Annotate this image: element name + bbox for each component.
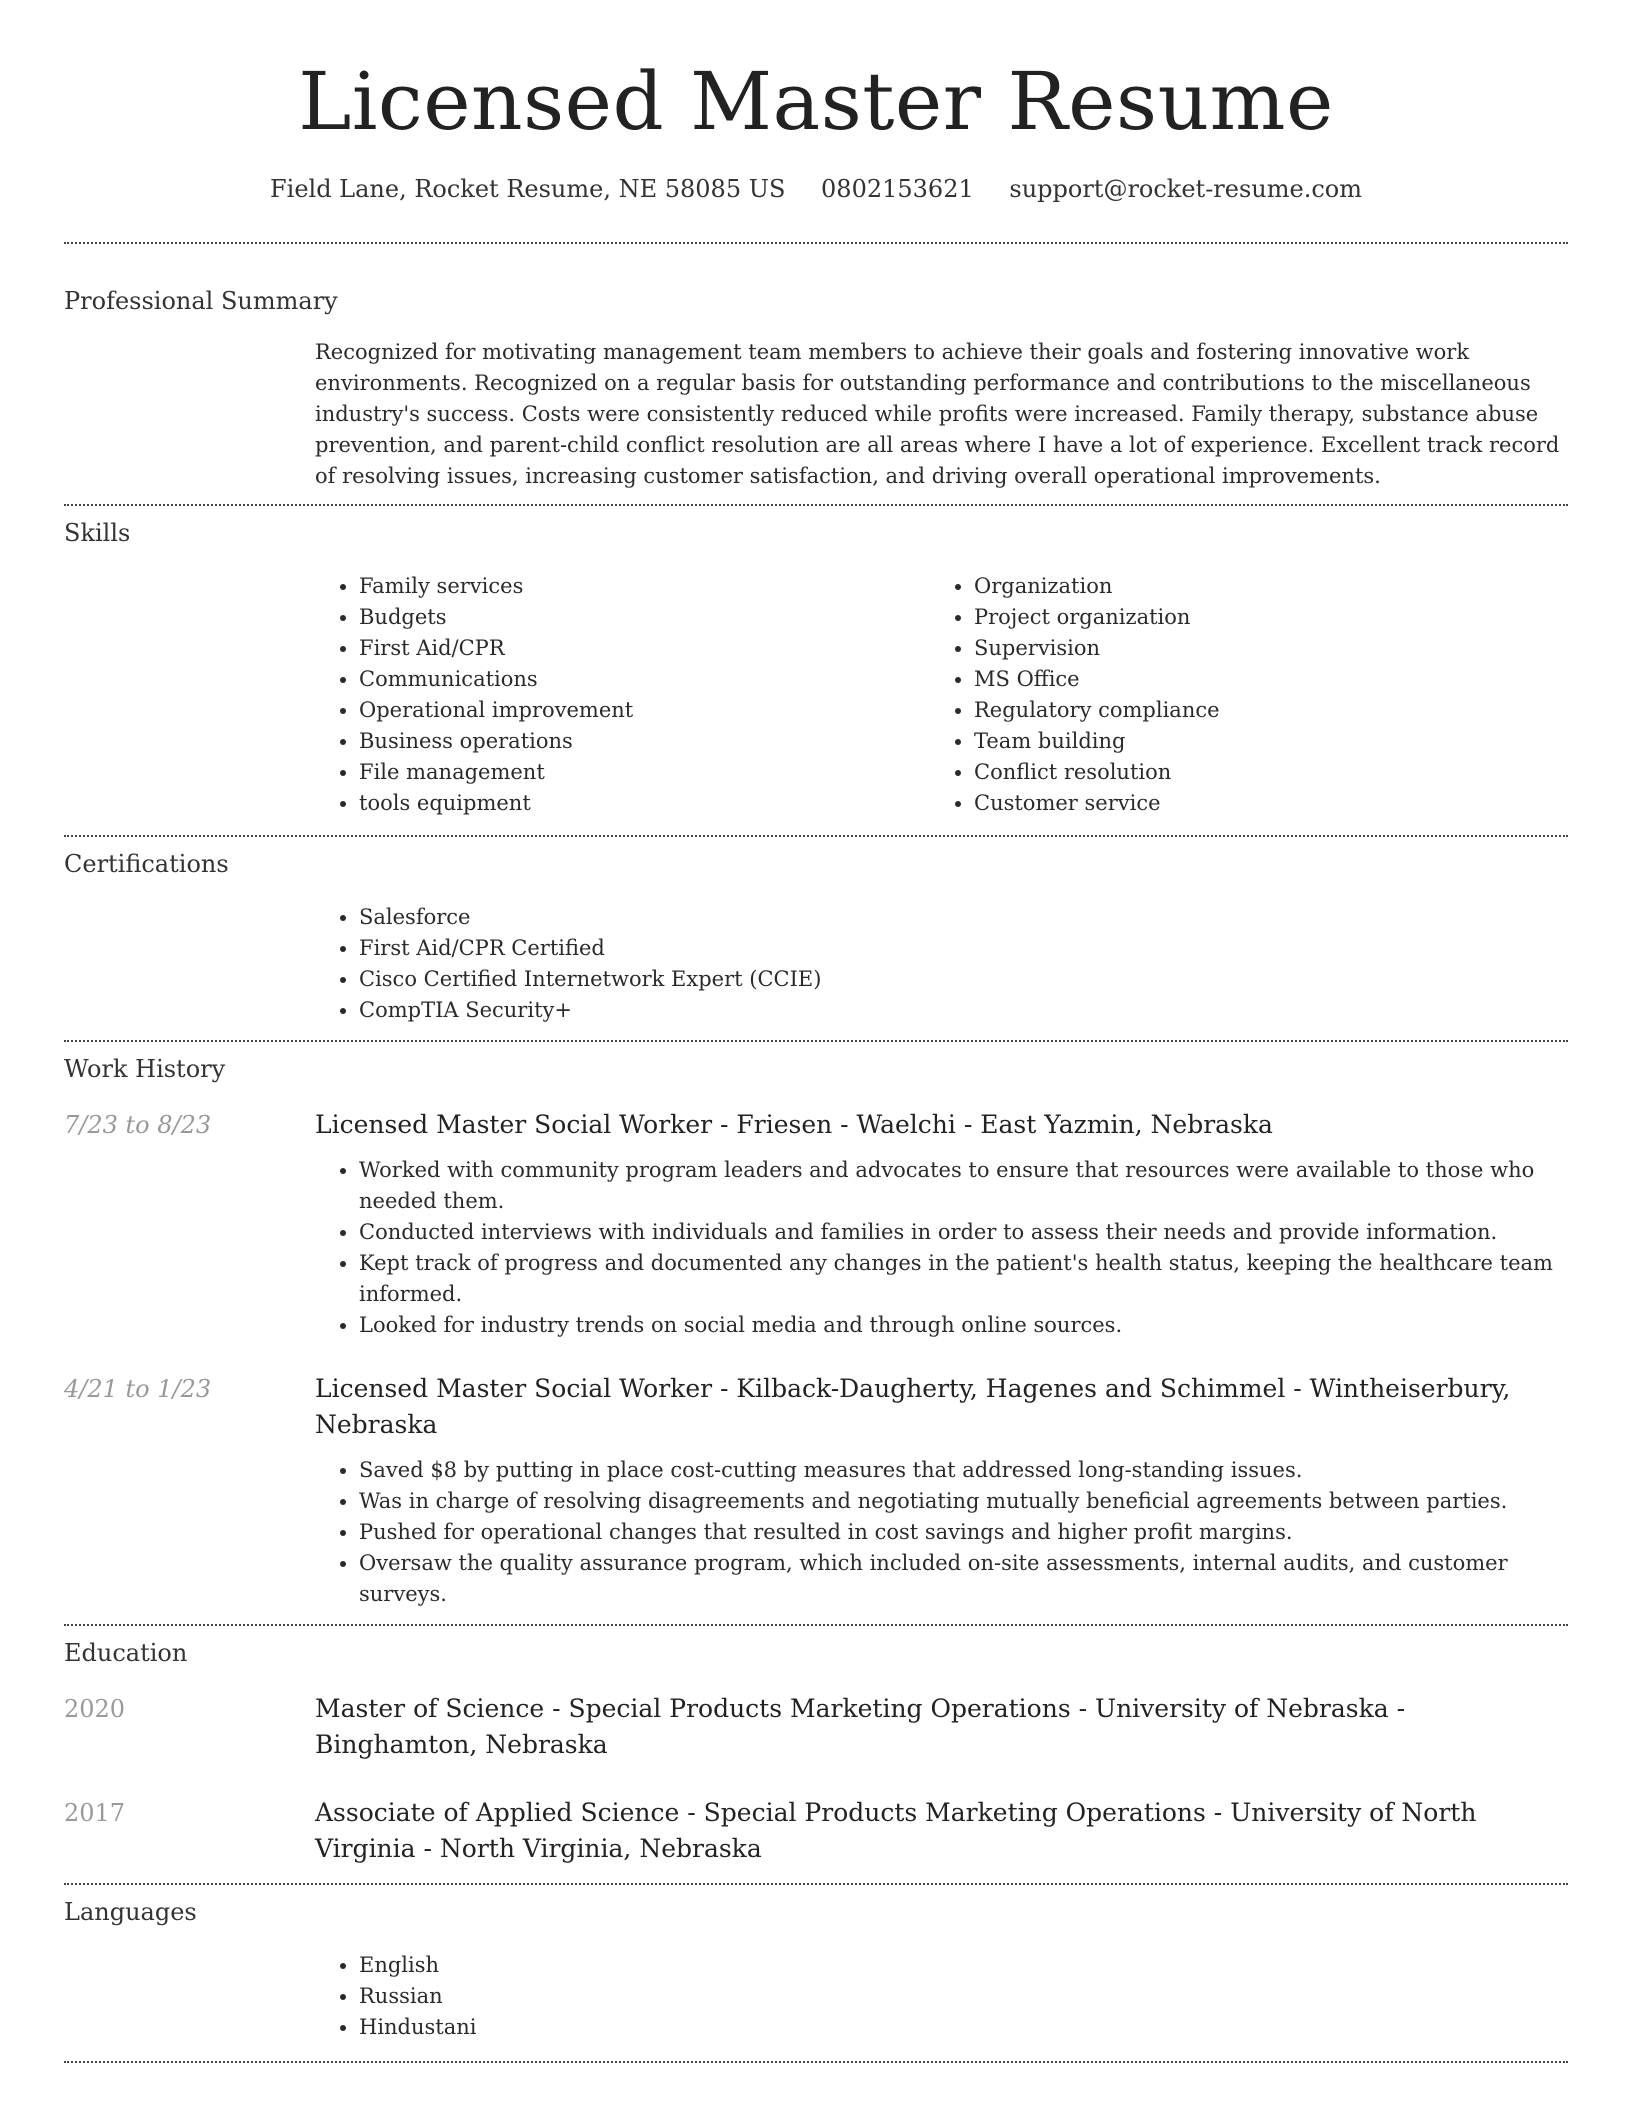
education-title (315, 1795, 1568, 1867)
education-details: - University of North Virginia - North Virginia, Nebraska (315, 1798, 1477, 1863)
certification-item: • First Aid/CPR Certified (359, 933, 1568, 964)
divider (64, 242, 1568, 244)
section-work-history (64, 1053, 1568, 1610)
section-languages (64, 1896, 1568, 2043)
skill-item: • Family services (359, 571, 930, 602)
certification-item: • CompTIA Security+ (359, 995, 1568, 1026)
divider (64, 1624, 1568, 1626)
contact-phone: 0802153621 (821, 175, 974, 203)
skill-item: • Communications (359, 664, 930, 695)
skill-item: • Budgets (359, 602, 930, 633)
job-details: - Kilback-Daugherty, Hagenes and Schimmel - Wintheiserbury, Nebraska (315, 1374, 1511, 1439)
section-title-work: Work History (64, 1055, 226, 1083)
section-title-skills: Skills (64, 519, 131, 547)
job-body (315, 1371, 1568, 1610)
job-title (315, 1107, 1568, 1143)
education-entry (64, 1691, 1568, 1763)
section-certifications (64, 848, 1568, 1026)
languages-list (315, 1950, 1568, 2043)
job-entry (64, 1371, 1568, 1610)
certifications-content (315, 902, 1568, 1026)
education-entry (64, 1795, 1568, 1867)
education-body (315, 1795, 1568, 1867)
job-role: Licensed Master Social Worker (315, 1374, 713, 1403)
contact-line (64, 172, 1568, 206)
skill-item: • Organization (974, 571, 1545, 602)
skill-item: • File management (359, 757, 930, 788)
divider (64, 1040, 1568, 1042)
skill-item: • Team building (974, 726, 1545, 757)
job-role: Licensed Master Social Worker (315, 1110, 713, 1139)
job-dates: 4/21 to 1/23 (64, 1375, 212, 1403)
job-bullet: • Looked for industry trends on social media and through online sources. (359, 1310, 1568, 1341)
certification-item: • Salesforce (359, 902, 1568, 933)
section-title-education: Education (64, 1639, 188, 1667)
job-bullet: • Pushed for operational changes that resulted in cost savings and higher profit margins. (359, 1517, 1568, 1548)
section-skills (64, 517, 1568, 819)
job-bullets (315, 1155, 1568, 1341)
section-title-summary: Professional Summary (64, 287, 338, 315)
job-bullets (315, 1455, 1568, 1610)
certifications-list (315, 902, 1568, 1026)
certification-item: • Cisco Certified Internetwork Expert (CCIE) (359, 964, 1568, 995)
skills-grid (315, 571, 1568, 819)
skill-item: • Business operations (359, 726, 930, 757)
contact-email: support@rocket-resume.com (1009, 175, 1362, 203)
skill-item: • Regulatory compliance (974, 695, 1545, 726)
job-bullet: • Kept track of progress and documented any changes in the patient's health status, keeping the healthcare team informed. (359, 1248, 1568, 1310)
resume-name: Licensed Master Resume (298, 55, 1334, 148)
education-degree: Master of Science - Special Products Marketing Operations (315, 1694, 1071, 1723)
language-item: • Russian (359, 1981, 1568, 2012)
job-title (315, 1371, 1568, 1443)
summary-text: Recognized for motivating management team members to achieve their goals and fostering innovative work environments. Recognized on a regular basis for outstanding performance and contributions to the miscellaneous industry's success. Costs were consistently reduced while profits were increased. Family therapy, substance abuse prevention, and parent-child conflict resolution are all areas where I have a lot of experience. Excellent track record of resolving issues, increasing customer satisfaction, and driving overall operational improvements. (315, 340, 1560, 488)
skill-item: • tools equipment (359, 788, 930, 819)
language-item: • Hindustani (359, 2012, 1568, 2043)
skill-item: • Customer service (974, 788, 1545, 819)
section-title-languages: Languages (64, 1898, 197, 1926)
divider (64, 2061, 1568, 2063)
job-bullet: • Conducted interviews with individuals and families in order to assess their needs and provide information. (359, 1217, 1568, 1248)
section-education (64, 1637, 1568, 1867)
skill-item: • Conflict resolution (974, 757, 1545, 788)
language-item: • English (359, 1950, 1568, 1981)
education-year: 2020 (64, 1695, 126, 1723)
job-details: - Friesen - Waelchi - East Yazmin, Nebraska (712, 1110, 1273, 1139)
job-bullet: • Worked with community program leaders and advocates to ensure that resources were available to those who needed them. (359, 1155, 1568, 1217)
contact-address: Field Lane, Rocket Resume, NE 58085 US (269, 175, 786, 203)
skill-item: • First Aid/CPR (359, 633, 930, 664)
skill-item: • Supervision (974, 633, 1545, 664)
job-entry (64, 1107, 1568, 1341)
job-bullet: • Saved $8 by putting in place cost-cutting measures that addressed long-standing issues. (359, 1455, 1568, 1486)
section-summary (64, 285, 1568, 492)
job-body (315, 1107, 1568, 1341)
job-bullet: • Was in charge of resolving disagreements and negotiating mutually beneficial agreements between parties. (359, 1486, 1568, 1517)
education-details: - University of Nebraska - Binghamton, Nebraska (315, 1694, 1406, 1759)
divider (64, 1883, 1568, 1885)
job-dates: 7/23 to 8/23 (64, 1111, 212, 1139)
skills-list-left (315, 571, 930, 819)
divider (64, 835, 1568, 837)
education-degree: Associate of Applied Science - Special Products Marketing Operations (315, 1798, 1206, 1827)
education-body (315, 1691, 1568, 1763)
education-title (315, 1691, 1568, 1763)
job-bullet: • Oversaw the quality assurance program, which included on-site assessments, internal audits, and customer surveys. (359, 1548, 1568, 1610)
education-year: 2017 (64, 1799, 126, 1827)
skills-list-right (930, 571, 1545, 819)
languages-content (315, 1950, 1568, 2043)
skill-item: • Operational improvement (359, 695, 930, 726)
skill-item: • Project organization (974, 602, 1545, 633)
divider (64, 504, 1568, 506)
section-title-certifications: Certifications (64, 850, 229, 878)
skill-item: • MS Office (974, 664, 1545, 695)
